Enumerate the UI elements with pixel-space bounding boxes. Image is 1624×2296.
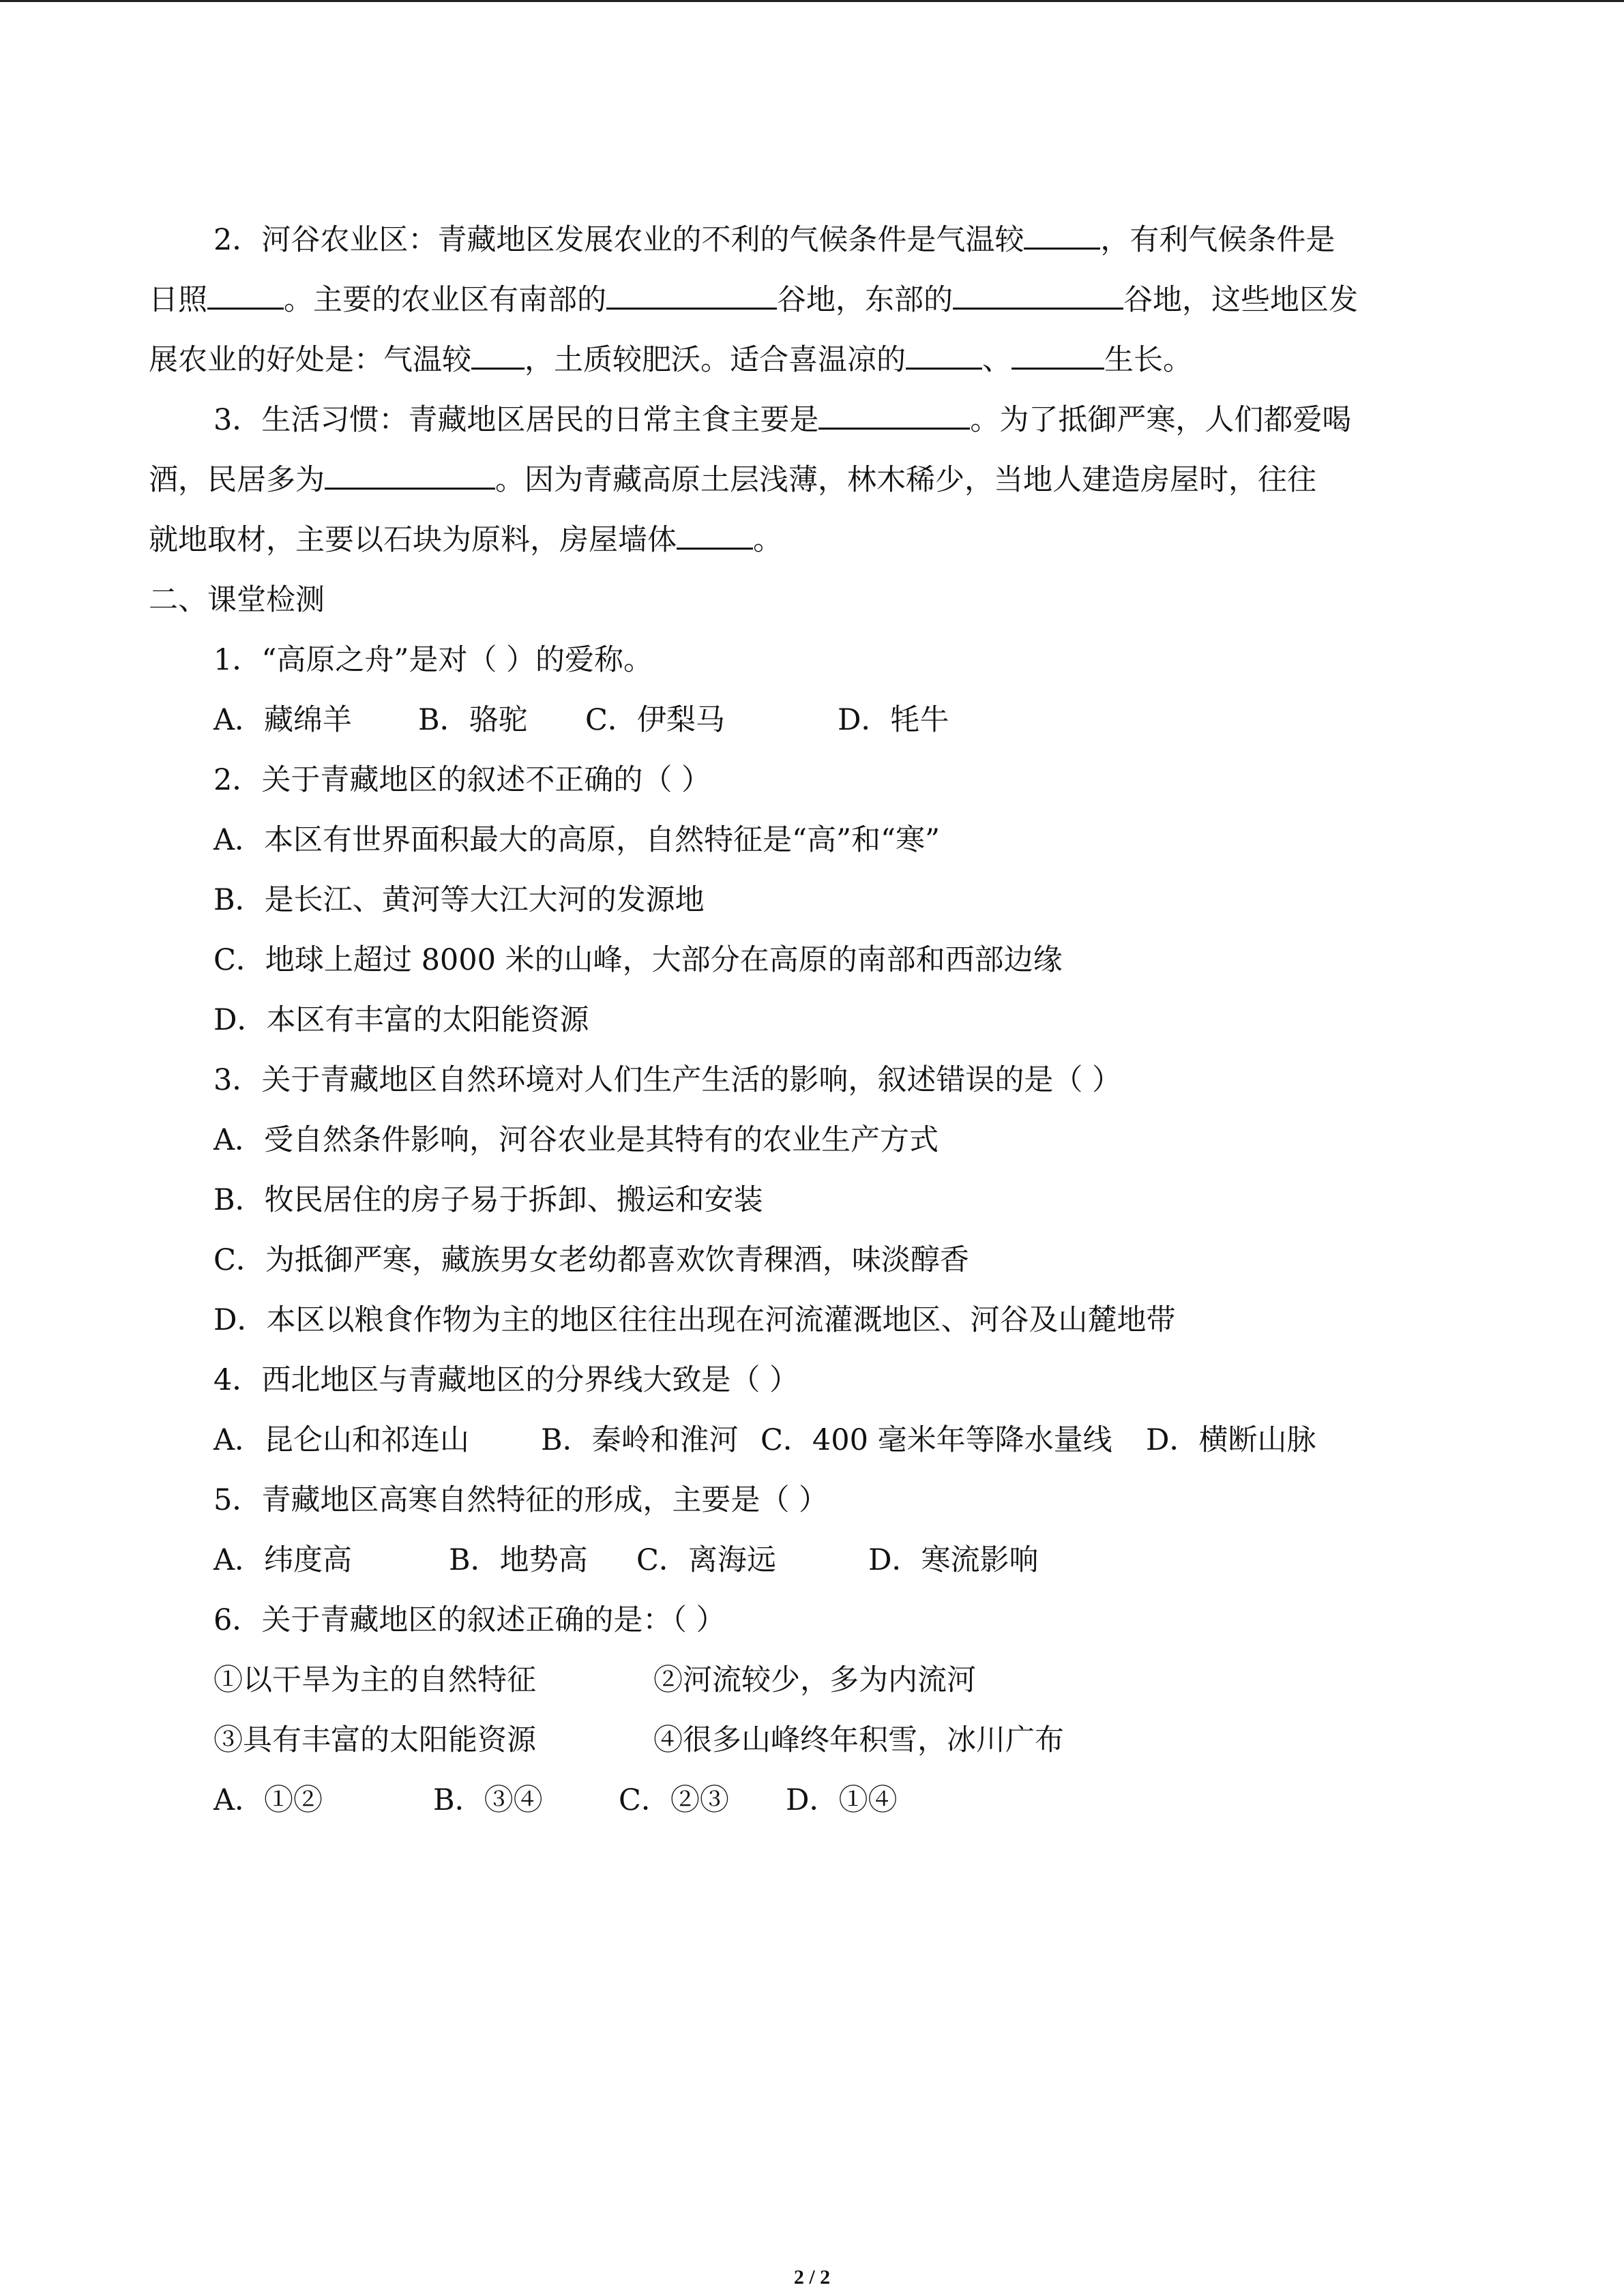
statement-1: ①以干旱为主的自然特征 [213, 1663, 536, 1697]
option-d: D．本区有丰富的太阳能资源 [213, 1003, 589, 1037]
option-b: B．骆驼 [418, 703, 528, 737]
option-a: A．本区有世界面积最大的高原，自然特征是“高”和“寒” [213, 823, 940, 857]
statement-3: ③具有丰富的太阳能资源 [213, 1723, 536, 1757]
option-a: A．①② [213, 1783, 323, 1817]
question-stem: 3．关于青藏地区自然环境对人们生产生活的影响，叙述错误的是（ ） [213, 1063, 1122, 1097]
option-c: C．地球上超过 8000 米的山峰，大部分在高原的南部和西部边缘 [213, 943, 1063, 977]
answer-blank [818, 400, 970, 430]
statement-4: ④很多山峰终年积雪，冰川广布 [653, 1723, 1064, 1757]
fill-q3-text: 3．生活习惯：青藏地区居民的日常主食主要是 [213, 403, 819, 437]
option-d: D．横断山脉 [1146, 1423, 1316, 1457]
fill-q2-text: 。主要的农业区有南部的 [284, 283, 606, 317]
fill-q3-text: 酒，民居多为 [149, 463, 325, 497]
answer-blank [207, 280, 284, 310]
statement-row [149, 1710, 1479, 1770]
fill-q2-text: ，有利气候条件是 [1100, 223, 1335, 257]
option-d: D．本区以粮食作物为主的地区往往出现在河流灌溉地区、河谷及山麓地带 [213, 1303, 1176, 1337]
answer-blank [471, 340, 525, 370]
option-a: A．藏绵羊 [213, 703, 353, 737]
option-c: C．400 毫米年等降水量线 [761, 1423, 1112, 1457]
page-content [149, 210, 1479, 1830]
fill-q2-text: 、 [982, 343, 1012, 377]
question-options [149, 690, 1479, 750]
statement-2: ②河流较少，多为内流河 [653, 1663, 976, 1697]
fill-q2-text: 2．河谷农业区：青藏地区发展农业的不利的气候条件是气温较 [213, 223, 1024, 257]
option-c: C．②③ [619, 1783, 729, 1817]
option-c: C．离海远 [636, 1543, 776, 1577]
fill-q3-text: 。因为青藏高原土层浅薄，林木稀少，当地人建造房屋时，往往 [495, 463, 1316, 497]
answer-blank [953, 280, 1123, 310]
fill-q2-text: 谷地，这些地区发 [1123, 283, 1358, 317]
option-b: B．是长江、黄河等大江大河的发源地 [213, 883, 705, 917]
fill-q2-text: 展农业的好处是：气温较 [149, 343, 471, 377]
question-options [149, 1530, 1479, 1590]
option-d: D．牦牛 [838, 703, 949, 737]
question-stem: 1．“高原之舟”是对（ ）的爱称。 [213, 643, 653, 677]
page-number: 2 / 2 [793, 2266, 831, 2288]
fill-q2-text: 日照 [149, 283, 207, 317]
fill-q3-text: 。为了抵御严寒，人们都爱喝 [970, 403, 1352, 437]
fill-q3-line2 [149, 450, 1479, 510]
option-b: B．牧民居住的房子易于拆卸、搬运和安装 [213, 1183, 763, 1217]
statement-row [149, 1650, 1479, 1710]
fill-q3-text: 。 [753, 523, 782, 557]
section-title: 二、课堂检测 [149, 583, 325, 617]
option-c: C．伊梨马 [585, 703, 725, 737]
fill-q3-line3 [149, 510, 1479, 570]
fill-q2-text: ，土质较肥沃。适合喜温凉的 [525, 343, 906, 377]
option-b: B．秦岭和淮河 [541, 1423, 739, 1457]
option-c: C．为抵御严寒，藏族男女老幼都喜欢饮青稞酒，味淡醇香 [213, 1243, 969, 1277]
answer-blank [1024, 220, 1100, 250]
answer-blank [606, 280, 777, 310]
question-options [149, 1770, 1479, 1830]
question-stem: 5．青藏地区高寒自然特征的形成，主要是（ ） [213, 1483, 829, 1517]
fill-q2-line3 [149, 330, 1479, 390]
option-a: A．昆仑山和祁连山 [213, 1423, 470, 1457]
fill-q2-line1 [149, 210, 1479, 270]
answer-blank [325, 460, 495, 490]
question-stem: 2．关于青藏地区的叙述不正确的（ ） [213, 763, 711, 797]
question-options [149, 1410, 1479, 1470]
answer-blank [1012, 340, 1104, 370]
option-b: B．地势高 [449, 1543, 588, 1577]
option-a: A．受自然条件影响，河谷农业是其特有的农业生产方式 [213, 1123, 939, 1157]
answer-blank [677, 520, 753, 550]
fill-q2-text: 生长。 [1104, 343, 1192, 377]
option-b: B．③④ [433, 1783, 543, 1817]
fill-q2-line2 [149, 270, 1479, 330]
question-stem: 6．关于青藏地区的叙述正确的是：（ ） [213, 1603, 726, 1637]
fill-q3-text: 就地取材，主要以石块为原料，房屋墙体 [149, 523, 677, 557]
option-d: D．①④ [786, 1783, 898, 1817]
fill-q3-line1 [149, 390, 1479, 450]
answer-blank [906, 340, 982, 370]
option-a: A．纬度高 [213, 1543, 353, 1577]
fill-q2-text: 谷地，东部的 [777, 283, 953, 317]
option-d: D．寒流影响 [868, 1543, 1039, 1577]
question-stem: 4．西北地区与青藏地区的分界线大致是（ ） [213, 1363, 799, 1397]
